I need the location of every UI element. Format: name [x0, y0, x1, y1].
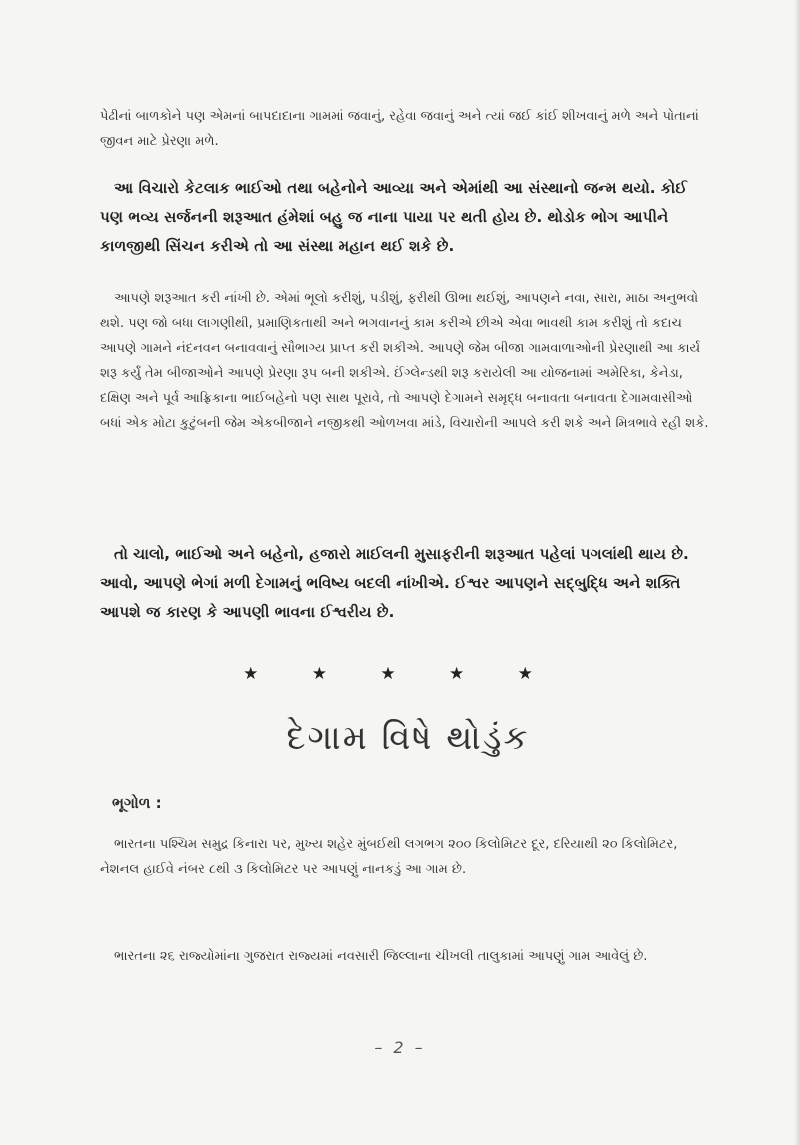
paragraph-beginning: આપણે શરૂઆત કરી નાંખી છે. એમાં ભૂલો કરીશું, પડીશું, ફરીથી ઊભા થઈશું, આપણને નવા, સારા, માઠા અનુભવો થશે. પણ જો બધા લાગણીથી, પ્રમાણિકતાથી અને ભગવાનનું કામ કરીએ છીએ એવા ભાવથી કામ કરીશું તો કદાચ આપણે ગામને નંદનવન બનાવવાનું સૌભાગ્ય પ્રાપ્ત કરી શકીએ. આપણે જેમ બીજા ગામવાળાઓની પ્રેરણાથી આ કાર્ય શરૂ કર્યું તેમ બીજાઓને આપણે પ્રેરણા રૂપ બની શકીએ. ઈંગ્લેન્ડથી શરૂ કરાયેલી આ યોજનામાં અમેરિકા, કેનેડા, દક્ષિણ અને પૂર્વ આફ્રિકાના ભાઈબહેનો પણ સાથ પૂરાવે, તો આપણે દેગામને સમૃદ્ધ બનાવતા બનાવતા દેગામવાસીઓ બધાં એક મોટા કુટુંબની જેમ એકબીજાને નજીકથી ઓળખવા માંડે, વિચારોની આપલે કરી શકે અને મિત્રભાવે રહી શકે. — [100, 291, 709, 431]
paragraph-geography-district: ભારતના ૨૬ રાજ્યોમાંના ગુજરાત રાજ્યમાં નવસારી જિલ્લાના ચીખલી તાલુકામાં આપણું ગામ આવેલું છે. — [114, 949, 648, 964]
paragraph-call-to-action: તો ચાલો, ભાઈઓ અને બહેનો, હજારો માઈલની મુસાફરીની શરૂઆત પહેલાં પગલાંથી થાય છે. આવો, આપણે ભેગાં મળી દેગામનું ભવિષ્ય બદલી નાંખીએ. ઈશ્વર આપણને સદ્બુદ્ધિ અને શક્તિ આપશે જ કારણ કે આપણી ભાવના ઈશ્વરીય છે. — [100, 545, 689, 621]
paragraph-institution-origin: આ વિચારો કેટલાક ભાઈઓ તથા બહેનોને આવ્યા અને એમાંથી આ સંસ્થાનો જન્મ થયો. કોઈ પણ ભવ્ય સર્જનની શરૂઆત હંમેશાં બહુ જ નાના પાયા પર થતી હોય છે. થોડોક ભોગ આપીને કાળજીથી સિંચન કરીએ તો આ સંસ્થા મહાન થઈ શકે છે. — [100, 179, 688, 255]
paragraph-geography-location: ભારતના પશ્ચિમ સમુદ્ર કિનારા પર, મુખ્ય શહેર મુંબઈથી લગભગ ૨૦૦ કિલોમિટર દૂર, દરિયાથી ૨૦ કિલોમિટર, નેશનલ હાઈવે નંબર ૮થી ૩ કિલોમિટર પર આપણું નાનકડું આ ગામ છે. — [100, 837, 678, 877]
star-separator: ★ ★ ★ ★ ★ — [243, 664, 557, 684]
page-number: – 2 – — [374, 1038, 426, 1057]
paragraph-intro-continuation: પેઢીનાં બાળકોને પણ એમનાં બાપદાદાના ગામમાં જવાનું, રહેવા જવાનું અને ત્યાં જઈ કાંઈ શીખવાનું મળે અને પોતાનાં જીવન માટે પ્રેરણા મળે. — [100, 109, 699, 149]
page-edge-shadow — [794, 0, 800, 1145]
section-title: દેગામ વિષે થોડુંક — [286, 718, 530, 758]
geography-subheading: ભૂગોળ : — [112, 794, 162, 812]
